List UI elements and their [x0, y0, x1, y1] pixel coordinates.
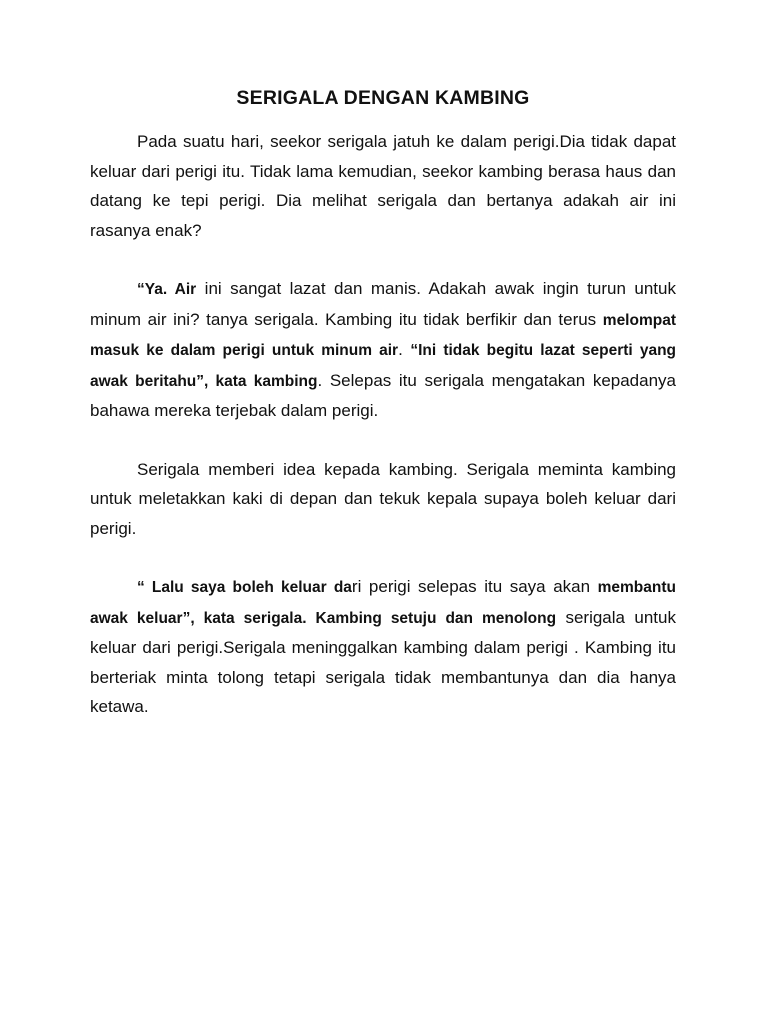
document-page [90, 84, 676, 751]
paragraph-3 [90, 455, 676, 544]
paragraph-4-text: ri perigi selepas itu saya akan [351, 577, 598, 596]
paragraph-2-bold-action: melompat masuk ke dalam perigi untuk minum air [90, 311, 676, 359]
paragraph-2 [90, 274, 676, 426]
paragraph-4 [90, 572, 676, 722]
paragraph-2-bold-reply: “Ini tidak begitu lazat seperti yang awak beritahu”, kata kambing [90, 342, 676, 390]
paragraph-4-ending: serigala untuk keluar dari perigi.Serigala meninggalkan kambing dalam perigi . Kambing itu berteriak minta tolong tetapi serigala tidak membantunya dan dia hanya ketawa. [90, 607, 676, 716]
paragraph-2-text: ini sangat lazat dan manis. Adakah awak ingin turun untuk minum air ini? tanya serigala. Kambing itu tidak berfikir dan terus [90, 279, 676, 329]
paragraph-2-ending: . Selepas itu serigala mengatakan kepadanya bahawa mereka terjebak dalam perigi. [90, 370, 677, 420]
paragraph-1 [90, 127, 676, 245]
paragraph-1-text: Pada suatu hari, seekor serigala jatuh ke dalam perigi.Dia tidak dapat keluar dari perigi itu. Tidak lama kemudian, seekor kambing berasa haus dan datang ke tepi perigi. Dia melihat serigala dan bertanya adakah air ini rasanya enak? [90, 132, 676, 240]
paragraph-3-text: Serigala memberi idea kepada kambing. Serigala meminta kambing untuk meletakkan kaki di depan dan tekuk kepala supaya boleh keluar dari perigi. [90, 459, 676, 538]
paragraph-4-bold-quote: “ Lalu saya boleh keluar da [137, 579, 352, 596]
paragraph-4-bold-action: membantu awak keluar”, kata serigala. Kambing setuju dan menolong [90, 579, 676, 627]
paragraph-2-bold-quote: “Ya. Air [137, 281, 197, 298]
document-title: SERIGALA DENGAN KAMBING [236, 87, 530, 109]
paragraph-2-period: . [398, 340, 411, 359]
